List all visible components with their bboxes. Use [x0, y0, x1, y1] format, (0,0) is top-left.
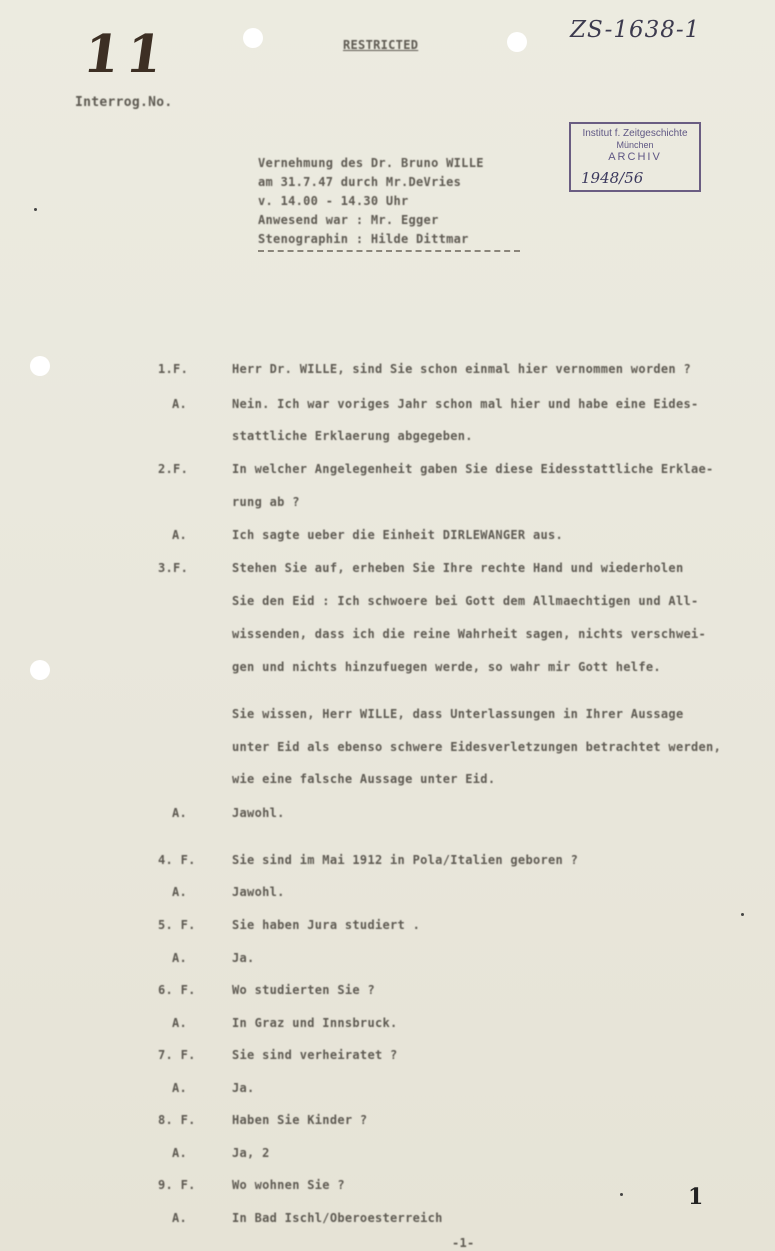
line-text: Wo wohnen Sie ?: [232, 1178, 345, 1192]
line-label: A.: [172, 397, 188, 411]
paper-speck: [741, 913, 744, 916]
interrogation-number-label: Interrog.No.: [75, 95, 173, 110]
line-text: stattliche Erklaerung abgegeben.: [232, 429, 473, 443]
line-label: 2.F.: [158, 462, 189, 476]
page-number: 1: [688, 1184, 704, 1210]
line-label: 5. F.: [158, 918, 196, 932]
line-label: A.: [172, 1146, 188, 1160]
line-label: A.: [172, 1081, 188, 1095]
stamp-archive: ARCHIV: [608, 151, 662, 163]
line-label: A.: [172, 806, 188, 820]
line-label: A.: [172, 528, 188, 542]
line-label: A.: [172, 885, 188, 899]
meta-line: Anwesend war : Mr. Egger: [258, 213, 439, 227]
line-text: Ich sagte ueber die Einheit DIRLEWANGER aus.: [232, 528, 564, 542]
line-text: Ja.: [232, 1081, 255, 1095]
line-text: Ja, 2: [232, 1146, 270, 1160]
meta-line: v. 14.00 - 14.30 Uhr: [258, 194, 409, 208]
stamp-city: München: [616, 140, 654, 150]
line-label: 8. F.: [158, 1113, 196, 1127]
archive-reference: ZS-1638-1: [570, 17, 701, 43]
line-text: unter Eid als ebenso schwere Eidesverletzungen betrachtet werden,: [232, 740, 722, 754]
line-text: Sie sind verheiratet ?: [232, 1048, 398, 1062]
stamp-number: 1948/56: [581, 169, 644, 187]
line-text: Haben Sie Kinder ?: [232, 1113, 368, 1127]
line-label: 9. F.: [158, 1178, 196, 1192]
handwritten-mark: 11: [79, 24, 173, 85]
stamp-institute: Institut f. Zeitgeschichte: [582, 128, 688, 139]
punch-hole-top-left: [243, 28, 263, 48]
line-label: A.: [172, 1016, 188, 1030]
typed-page-marker: -1-: [452, 1236, 475, 1250]
line-text: gen und nichts hinzufuegen werde, so wahr mir Gott helfe.: [232, 660, 661, 674]
line-text: Sie den Eid : Ich schwoere bei Gott dem Allmaechtigen und All-: [232, 594, 699, 608]
meta-line: Vernehmung des Dr. Bruno WILLE: [258, 156, 484, 170]
line-text: Jawohl.: [232, 806, 285, 820]
line-text: In Graz und Innsbruck.: [232, 1016, 398, 1030]
line-text: wissenden, dass ich die reine Wahrheit sagen, nichts verschwei-: [232, 627, 707, 641]
line-label: 7. F.: [158, 1048, 196, 1062]
punch-hole-top-right: [507, 32, 527, 52]
paper-speck: [620, 1193, 623, 1196]
line-label: A.: [172, 951, 188, 965]
line-text: rung ab ?: [232, 495, 300, 509]
line-text: Stehen Sie auf, erheben Sie Ihre rechte Hand und wiederholen: [232, 561, 684, 575]
line-label: 3.F.: [158, 561, 189, 575]
meta-line: am 31.7.47 durch Mr.DeVries: [258, 175, 462, 189]
archive-stamp: [569, 122, 701, 192]
line-text: In welcher Angelegenheit gaben Sie diese Eidesstattliche Erklae-: [232, 462, 714, 476]
line-text: Wo studierten Sie ?: [232, 983, 375, 997]
paper-speck: [34, 208, 37, 211]
line-text: wie eine falsche Aussage unter Eid.: [232, 772, 496, 786]
line-label: 6. F.: [158, 983, 196, 997]
meta-divider: [258, 250, 520, 253]
classification-header: RESTRICTED: [343, 38, 419, 52]
line-text: Sie wissen, Herr WILLE, dass Unterlassungen in Ihrer Aussage: [232, 707, 684, 721]
line-label: 4. F.: [158, 853, 196, 867]
line-text: In Bad Ischl/Oberoesterreich: [232, 1211, 443, 1225]
line-text: Herr Dr. WILLE, sind Sie schon einmal hier vernommen worden ?: [232, 362, 692, 376]
line-text: Nein. Ich war voriges Jahr schon mal hier und habe eine Eides-: [232, 397, 699, 411]
line-text: Ja.: [232, 951, 255, 965]
line-label: 1.F.: [158, 362, 189, 376]
meta-line: Stenographin : Hilde Dittmar: [258, 232, 469, 246]
line-text: Sie sind im Mai 1912 in Pola/Italien geboren ?: [232, 853, 579, 867]
line-label: A.: [172, 1211, 188, 1225]
punch-hole-left-2: [30, 660, 50, 680]
line-text: Jawohl.: [232, 885, 285, 899]
punch-hole-left-1: [30, 356, 50, 376]
line-text: Sie haben Jura studiert .: [232, 918, 421, 932]
